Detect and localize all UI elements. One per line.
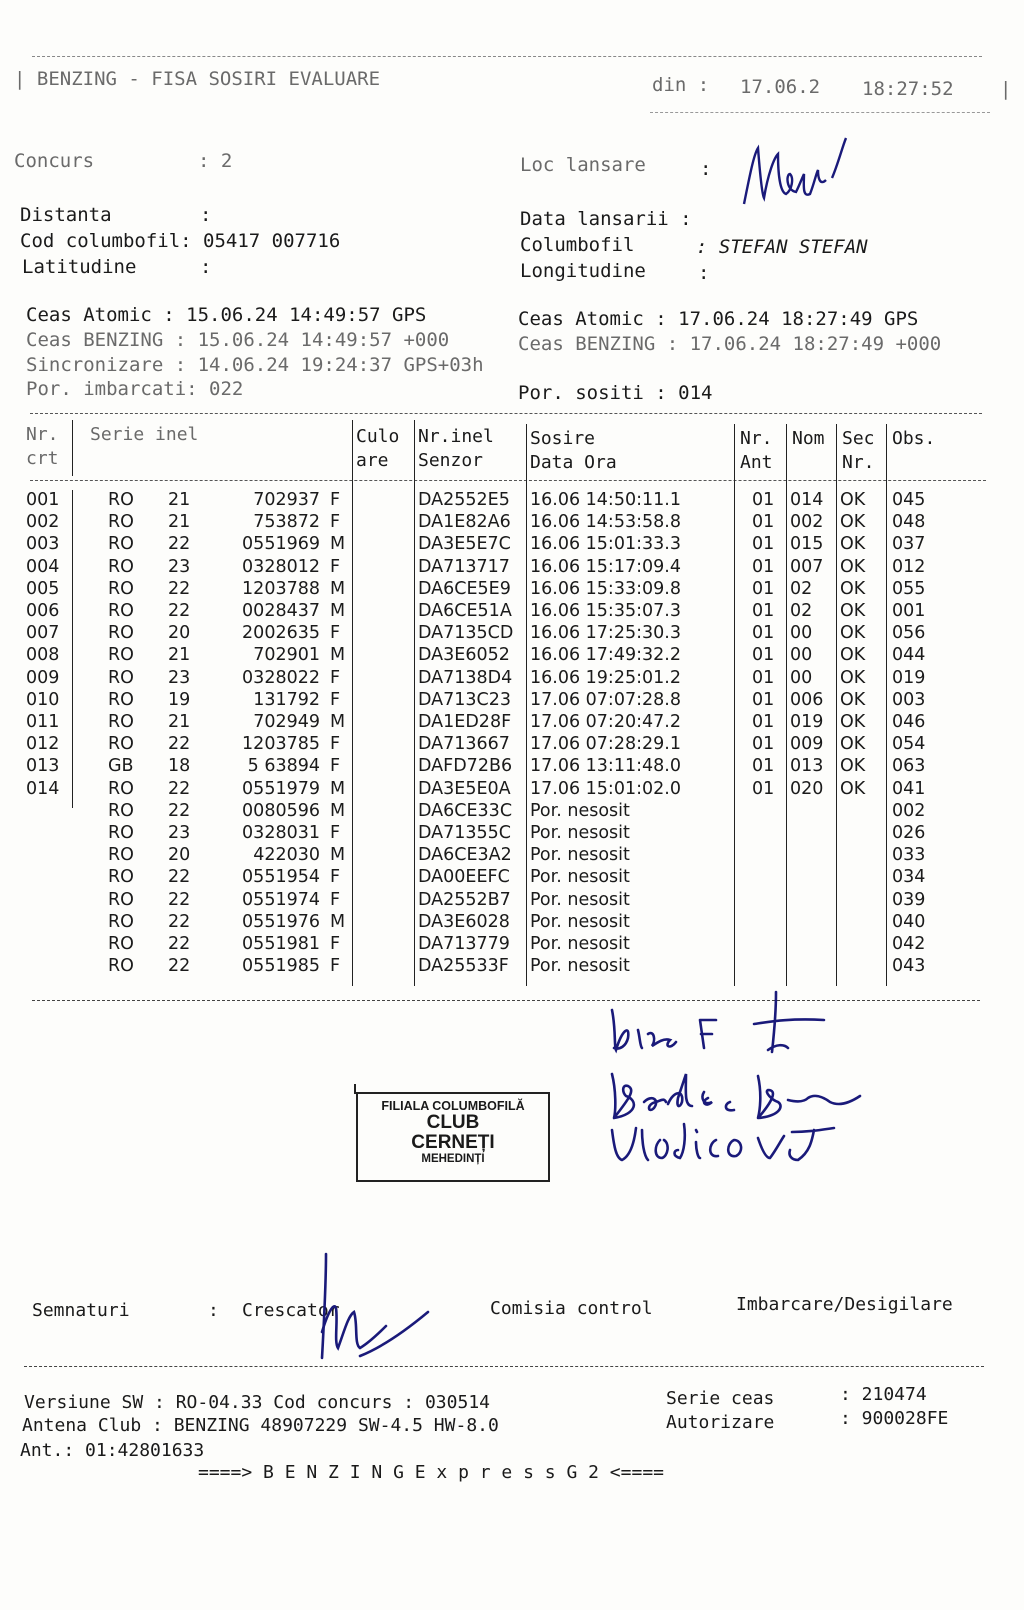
latitudine-colon: : bbox=[200, 256, 212, 278]
cell-nom: 019 bbox=[790, 712, 824, 732]
cell-sec: OK bbox=[840, 756, 866, 777]
cell-an: 22 bbox=[168, 734, 191, 755]
cell-tara: GB bbox=[108, 756, 134, 777]
cell-tara: RO bbox=[108, 956, 134, 977]
cell-nom: 006 bbox=[790, 689, 824, 710]
cell-ant: 01 bbox=[752, 778, 775, 799]
cell-sex: F bbox=[330, 934, 341, 954]
sep-nom bbox=[836, 424, 837, 986]
cell-an: 18 bbox=[168, 756, 191, 777]
cell-sex: F bbox=[330, 823, 341, 843]
cell-tara: RO bbox=[108, 734, 134, 755]
stamp-line-4: MEHEDINȚI bbox=[421, 1153, 485, 1165]
cell-sosire: Por. nesosit bbox=[530, 800, 630, 821]
cell-tara: RO bbox=[108, 601, 134, 621]
cell-an: 20 bbox=[168, 845, 191, 866]
col-nr-1: Nr. bbox=[26, 424, 59, 445]
cell-tara: RO bbox=[108, 823, 134, 843]
cell-nom: 002 bbox=[790, 512, 824, 533]
cell-sec: OK bbox=[840, 667, 866, 688]
sep-sec bbox=[886, 424, 887, 986]
ceas-benzing-end: Ceas BENZING : 17.06.24 18:27:49 +000 bbox=[518, 333, 942, 355]
loc-lansare-label: Loc lansare bbox=[520, 154, 646, 176]
cell-senzor: DA1E82A6 bbox=[418, 512, 511, 533]
latitudine-label: Latitudine bbox=[22, 256, 137, 278]
col-sec-2: Nr. bbox=[842, 452, 875, 473]
handwritten-crescator-signature bbox=[300, 1252, 440, 1372]
cell-inel: 0551981 bbox=[242, 934, 320, 954]
cell-sex: M bbox=[330, 845, 346, 866]
cell-nr: 011 bbox=[26, 712, 60, 732]
cell-obs: 034 bbox=[892, 867, 926, 888]
cell-sec: OK bbox=[840, 490, 866, 510]
cell-nr: 005 bbox=[26, 578, 60, 599]
cell-senzor: DA25533F bbox=[418, 956, 509, 977]
cell-nr: 007 bbox=[26, 623, 60, 644]
cell-nr: 003 bbox=[26, 534, 60, 555]
cell-an: 22 bbox=[168, 889, 191, 910]
serie-ceas-label: Serie ceas bbox=[666, 1388, 775, 1409]
sep-culoare bbox=[414, 420, 415, 986]
cod-columbofil: Cod columbofil: 05417 007716 bbox=[20, 230, 341, 252]
antena-id: Ant.: 01:42801633 bbox=[20, 1440, 205, 1461]
cell-tara: RO bbox=[108, 712, 134, 732]
cell-obs: 045 bbox=[892, 490, 926, 510]
cell-senzor: DA7135CD bbox=[418, 623, 514, 644]
cell-senzor: DA3E6052 bbox=[418, 645, 510, 666]
cell-sex: F bbox=[330, 490, 341, 510]
cell-inel: 702949 bbox=[253, 712, 320, 732]
cell-sex: M bbox=[330, 712, 346, 732]
cell-nr: 013 bbox=[26, 756, 60, 777]
cell-sosire: 17.06 07:20:47.2 bbox=[530, 712, 681, 732]
cell-sosire: 16.06 17:25:30.3 bbox=[530, 623, 681, 644]
cell-senzor: DA3E5E7C bbox=[418, 534, 511, 555]
cell-sec: OK bbox=[840, 689, 866, 710]
cell-an: 22 bbox=[168, 867, 191, 888]
cell-senzor: DA2552E5 bbox=[418, 490, 510, 510]
cell-nom: 009 bbox=[790, 734, 824, 755]
cell-ant: 01 bbox=[752, 534, 775, 555]
cell-sosire: 17.06 07:28:29.1 bbox=[530, 734, 681, 755]
cell-sosire: 16.06 14:50:11.1 bbox=[530, 490, 681, 510]
header-end-bar: | bbox=[1000, 78, 1012, 100]
cell-sex: M bbox=[330, 534, 346, 555]
cell-sec: OK bbox=[840, 578, 866, 599]
col-sec-1: Sec bbox=[842, 428, 875, 449]
cell-ant: 01 bbox=[752, 578, 775, 599]
imbarcare-label: Imbarcare/Desigilare bbox=[736, 1294, 953, 1315]
crescator-label: Crescator bbox=[242, 1300, 340, 1321]
cell-ant: 01 bbox=[752, 490, 775, 510]
sep-ant bbox=[786, 424, 787, 986]
cell-obs: 056 bbox=[892, 623, 926, 644]
clock-divider bbox=[30, 413, 982, 414]
cell-tara: RO bbox=[108, 534, 134, 555]
porumbei-imbarcati: Por. imbarcati: 022 bbox=[26, 378, 244, 400]
cell-sec: OK bbox=[840, 623, 866, 644]
cell-an: 22 bbox=[168, 601, 191, 621]
stamp-tick bbox=[354, 1084, 356, 1094]
cell-sex: F bbox=[330, 556, 341, 577]
cell-senzor: DA713779 bbox=[418, 934, 510, 954]
concurs-value: : 2 bbox=[198, 150, 233, 172]
col-ant-1: Nr. bbox=[740, 428, 773, 449]
cell-inel: 131792 bbox=[253, 689, 320, 710]
cell-nr: 010 bbox=[26, 689, 60, 710]
col-culoare-1: Culo bbox=[356, 426, 400, 447]
cell-sosire: 16.06 14:53:58.8 bbox=[530, 512, 681, 533]
cell-tara: RO bbox=[108, 623, 134, 644]
cell-obs: 042 bbox=[892, 934, 926, 954]
col-sosire-1: Sosire bbox=[530, 428, 596, 449]
cell-ant: 01 bbox=[752, 712, 775, 732]
cell-ant: 01 bbox=[752, 623, 775, 644]
cell-nr: 014 bbox=[26, 778, 60, 799]
cell-sosire: 16.06 15:33:09.8 bbox=[530, 578, 681, 599]
cell-inel: 0328012 bbox=[242, 556, 320, 577]
cell-tara: RO bbox=[108, 800, 134, 821]
cell-sex: F bbox=[330, 889, 341, 910]
cell-tara: RO bbox=[108, 512, 134, 533]
semnaturi-colon: : bbox=[208, 1300, 219, 1321]
cell-senzor: DA00EEFC bbox=[418, 867, 510, 888]
cell-obs: 003 bbox=[892, 689, 926, 710]
cell-an: 21 bbox=[168, 645, 191, 666]
col-sosire-2: Data Ora bbox=[530, 452, 617, 473]
cell-obs: 019 bbox=[892, 667, 926, 688]
autorizare-label: Autorizare bbox=[666, 1412, 775, 1433]
cell-nom: 007 bbox=[790, 556, 824, 577]
col-nrinel-1: Nr.inel bbox=[418, 426, 494, 447]
cell-an: 22 bbox=[168, 956, 191, 977]
cell-tara: RO bbox=[108, 667, 134, 688]
cell-obs: 054 bbox=[892, 734, 926, 755]
cell-sex: F bbox=[330, 756, 341, 777]
table-header-divider bbox=[30, 480, 986, 481]
cell-senzor: DA3E5E0A bbox=[418, 778, 511, 799]
cell-senzor: DA6CE5E9 bbox=[418, 578, 511, 599]
cell-tara: RO bbox=[108, 645, 134, 666]
cell-obs: 012 bbox=[892, 556, 926, 577]
sincronizare: Sincronizare : 14.06.24 19:24:37 GPS+03h bbox=[26, 354, 484, 376]
cell-nr: 001 bbox=[26, 490, 60, 510]
cell-sosire: Por. nesosit bbox=[530, 934, 630, 954]
club-stamp bbox=[356, 1092, 550, 1182]
columbofil-label: Columbofil bbox=[520, 234, 635, 256]
cell-sex: F bbox=[330, 867, 341, 888]
top-divider bbox=[32, 56, 982, 57]
cell-sosire: Por. nesosit bbox=[530, 911, 630, 932]
comisia-label: Comisia control bbox=[490, 1298, 653, 1319]
cell-sec: OK bbox=[840, 734, 866, 755]
footer-divider bbox=[24, 1366, 984, 1367]
cell-ant: 01 bbox=[752, 667, 775, 688]
cell-senzor: DA7138D4 bbox=[418, 667, 513, 688]
col-culoare-2: are bbox=[356, 450, 389, 471]
cell-ant: 01 bbox=[752, 756, 775, 777]
cell-tara: RO bbox=[108, 778, 134, 799]
cell-senzor: DA6CE51A bbox=[418, 601, 512, 621]
cell-sec: OK bbox=[840, 556, 866, 577]
cell-nr: 004 bbox=[26, 556, 60, 577]
cell-sosire: Por. nesosit bbox=[530, 823, 630, 843]
cell-obs: 044 bbox=[892, 645, 926, 666]
sep-nr-head bbox=[72, 420, 73, 476]
cell-an: 22 bbox=[168, 778, 191, 799]
cell-obs: 063 bbox=[892, 756, 926, 777]
porumbei-sositi: Por. sositi : 014 bbox=[518, 382, 713, 404]
cell-obs: 037 bbox=[892, 534, 926, 555]
col-nom: Nom bbox=[792, 428, 825, 449]
cell-an: 19 bbox=[168, 689, 191, 710]
col-nr-2: crt bbox=[26, 448, 59, 469]
cell-obs: 046 bbox=[892, 712, 926, 732]
cell-obs: 001 bbox=[892, 601, 926, 621]
cell-nom: 020 bbox=[790, 778, 824, 799]
cell-tara: RO bbox=[108, 578, 134, 599]
cell-an: 22 bbox=[168, 911, 191, 932]
cell-sec: OK bbox=[840, 645, 866, 666]
cell-nr: 002 bbox=[26, 512, 60, 533]
cell-senzor: DA713717 bbox=[418, 556, 510, 577]
handwritten-loc-signature bbox=[740, 134, 860, 220]
cell-senzor: DA71355C bbox=[418, 823, 512, 843]
cell-nr: 008 bbox=[26, 645, 60, 666]
cell-sosire: 16.06 17:49:32.2 bbox=[530, 645, 681, 666]
cell-obs: 055 bbox=[892, 578, 926, 599]
cell-nom: 02 bbox=[790, 578, 813, 599]
cell-sosire: Por. nesosit bbox=[530, 845, 630, 866]
cell-ant: 01 bbox=[752, 645, 775, 666]
cell-inel: 0551976 bbox=[242, 911, 320, 932]
cell-an: 22 bbox=[168, 578, 191, 599]
cell-sosire: 16.06 15:01:33.3 bbox=[530, 534, 681, 555]
cell-sex: M bbox=[330, 578, 346, 599]
cell-senzor: DA6CE3A2 bbox=[418, 845, 512, 866]
cell-inel: 702937 bbox=[253, 490, 320, 510]
cell-tara: RO bbox=[108, 845, 134, 866]
report-title: | BENZING - FISA SOSIRI EVALUARE bbox=[14, 68, 381, 90]
cell-nom: 00 bbox=[790, 623, 813, 644]
cell-inel: 0551985 bbox=[242, 956, 320, 977]
semnaturi-label: Semnaturi bbox=[32, 1300, 130, 1321]
cell-obs: 040 bbox=[892, 911, 926, 932]
cell-nom: 00 bbox=[790, 645, 813, 666]
cell-nom: 014 bbox=[790, 490, 824, 510]
cell-obs: 041 bbox=[892, 778, 926, 799]
cell-inel: 0551969 bbox=[242, 534, 320, 555]
cell-nr: 012 bbox=[26, 734, 60, 755]
sep-nr bbox=[72, 490, 73, 808]
header-time: 18:27:52 bbox=[862, 78, 954, 100]
cell-sosire: 17.06 15:01:02.0 bbox=[530, 778, 681, 799]
cell-senzor: DAFD72B6 bbox=[418, 756, 513, 777]
cell-sex: M bbox=[330, 911, 346, 932]
cell-inel: 2002635 bbox=[242, 623, 320, 644]
cell-sosire: 16.06 19:25:01.2 bbox=[530, 667, 681, 688]
cell-inel: 0551979 bbox=[242, 778, 320, 799]
cell-ant: 01 bbox=[752, 601, 775, 621]
cell-tara: RO bbox=[108, 934, 134, 954]
cell-an: 22 bbox=[168, 800, 191, 821]
cell-nr: 006 bbox=[26, 601, 60, 621]
cell-obs: 026 bbox=[892, 823, 926, 843]
longitudine-label: Longitudine bbox=[520, 260, 646, 282]
cell-nom: 013 bbox=[790, 756, 824, 777]
cell-obs: 033 bbox=[892, 845, 926, 866]
cell-sex: F bbox=[330, 667, 341, 688]
cell-obs: 039 bbox=[892, 889, 926, 910]
cell-tara: RO bbox=[108, 556, 134, 577]
col-nrinel-2: Senzor bbox=[418, 450, 484, 471]
cell-inel: 0028437 bbox=[242, 601, 320, 621]
cell-inel: 0080596 bbox=[242, 800, 320, 821]
cell-senzor: DA6CE33C bbox=[418, 800, 513, 821]
cell-obs: 002 bbox=[892, 800, 926, 821]
cell-senzor: DA3E6028 bbox=[418, 911, 510, 932]
cell-tara: RO bbox=[108, 689, 134, 710]
sep-senzor bbox=[526, 424, 527, 986]
cell-sosire: 16.06 15:35:07.3 bbox=[530, 601, 681, 621]
cell-an: 21 bbox=[168, 512, 191, 533]
ceas-atomic-end: Ceas Atomic : 17.06.24 18:27:49 GPS bbox=[518, 308, 919, 330]
cell-sosire: Por. nesosit bbox=[530, 867, 630, 888]
cell-inel: 1203785 bbox=[242, 734, 320, 755]
cell-nom: 02 bbox=[790, 601, 813, 621]
columbofil-value: : STEFAN STEFAN bbox=[696, 236, 868, 258]
cell-ant: 01 bbox=[752, 512, 775, 533]
cell-sex: F bbox=[330, 689, 341, 710]
ceas-benzing-start: Ceas BENZING : 15.06.24 14:49:57 +000 bbox=[26, 329, 450, 351]
cell-sex: M bbox=[330, 645, 346, 666]
cell-nom: 015 bbox=[790, 534, 824, 555]
cell-inel: 422030 bbox=[253, 845, 320, 866]
versiune-sw: Versiune SW : RO-04.33 Cod concurs : 030514 bbox=[24, 1392, 490, 1413]
cell-senzor: DA713C23 bbox=[418, 689, 512, 710]
cell-an: 20 bbox=[168, 623, 191, 644]
cell-an: 21 bbox=[168, 712, 191, 732]
cell-sex: M bbox=[330, 778, 346, 799]
cell-an: 23 bbox=[168, 823, 191, 843]
cell-an: 22 bbox=[168, 934, 191, 954]
cell-nr: 009 bbox=[26, 667, 60, 688]
concurs-label: Concurs bbox=[14, 150, 95, 172]
cell-sec: OK bbox=[840, 512, 866, 533]
cell-tara: RO bbox=[108, 911, 134, 932]
stamp-line-3: CERNEȚI bbox=[411, 1132, 495, 1153]
serie-ceas-value: : 210474 bbox=[840, 1384, 927, 1405]
loc-lansare-colon: : bbox=[700, 158, 712, 180]
cell-an: 23 bbox=[168, 667, 191, 688]
cell-obs: 048 bbox=[892, 512, 926, 533]
cell-senzor: DA713667 bbox=[418, 734, 510, 755]
cell-ant: 01 bbox=[752, 689, 775, 710]
stamp-line-2: CLUB bbox=[426, 1112, 480, 1133]
cell-inel: 1203788 bbox=[242, 578, 320, 599]
cell-sex: M bbox=[330, 601, 346, 621]
cell-inel: 0328022 bbox=[242, 667, 320, 688]
cell-inel: 0328031 bbox=[242, 823, 320, 843]
cell-an: 23 bbox=[168, 556, 191, 577]
cell-sosire: 17.06 07:07:28.8 bbox=[530, 689, 681, 710]
col-ant-2: Ant bbox=[740, 452, 773, 473]
cell-sosire: 16.06 15:17:09.4 bbox=[530, 556, 681, 577]
cell-sec: OK bbox=[840, 778, 866, 799]
header-divider bbox=[650, 112, 990, 113]
cell-sosire: Por. nesosit bbox=[530, 956, 630, 977]
col-obs: Obs. bbox=[892, 428, 936, 449]
stamp-line-1: FILIALA COLUMBOFILĂ bbox=[381, 1099, 525, 1113]
antena-club: Antena Club : BENZING 48907229 SW-4.5 HW-8.0 bbox=[22, 1415, 499, 1436]
cell-tara: RO bbox=[108, 889, 134, 910]
cell-tara: RO bbox=[108, 490, 134, 510]
col-serie-inel: Serie inel bbox=[90, 424, 199, 445]
din-label: din : bbox=[652, 74, 710, 96]
sep-serie bbox=[352, 420, 353, 986]
distanta-label: Distanta bbox=[20, 204, 112, 226]
autorizare-value: : 900028FE bbox=[840, 1408, 949, 1429]
cell-sosire: 17.06 13:11:48.0 bbox=[530, 756, 681, 777]
handwritten-commission-signatures bbox=[608, 990, 868, 1180]
cell-ant: 01 bbox=[752, 556, 775, 577]
cell-inel: 753872 bbox=[253, 512, 320, 533]
benzing-express-brand: ====> B E N Z I N G E x p r e s s G 2 <==== bbox=[198, 1462, 664, 1483]
cell-sec: OK bbox=[840, 601, 866, 621]
cell-sex: F bbox=[330, 956, 341, 977]
distanta-colon: : bbox=[200, 204, 212, 226]
cell-tara: RO bbox=[108, 867, 134, 888]
cell-sex: F bbox=[330, 512, 341, 533]
cell-nom: 00 bbox=[790, 667, 813, 688]
header-date: 17.06.2 bbox=[740, 76, 821, 98]
cell-inel: 5 63894 bbox=[247, 756, 320, 777]
cell-sex: M bbox=[330, 800, 346, 821]
cell-sec: OK bbox=[840, 712, 866, 732]
sep-sosire bbox=[734, 424, 735, 986]
longitudine-colon: : bbox=[698, 262, 710, 284]
cell-senzor: DA1ED28F bbox=[418, 712, 512, 732]
cell-obs: 043 bbox=[892, 956, 926, 977]
cell-sex: F bbox=[330, 734, 341, 755]
ceas-atomic-start: Ceas Atomic : 15.06.24 14:49:57 GPS bbox=[26, 304, 427, 326]
cell-an: 21 bbox=[168, 490, 191, 510]
data-lansarii-label: Data lansarii : bbox=[520, 208, 692, 230]
cell-ant: 01 bbox=[752, 734, 775, 755]
cell-inel: 0551974 bbox=[242, 889, 320, 910]
cell-inel: 702901 bbox=[253, 645, 320, 666]
cell-sosire: Por. nesosit bbox=[530, 889, 630, 910]
cell-sec: OK bbox=[840, 534, 866, 555]
cell-senzor: DA2552B7 bbox=[418, 889, 511, 910]
cell-inel: 0551954 bbox=[242, 867, 320, 888]
cell-an: 22 bbox=[168, 534, 191, 555]
cell-sex: F bbox=[330, 623, 341, 644]
